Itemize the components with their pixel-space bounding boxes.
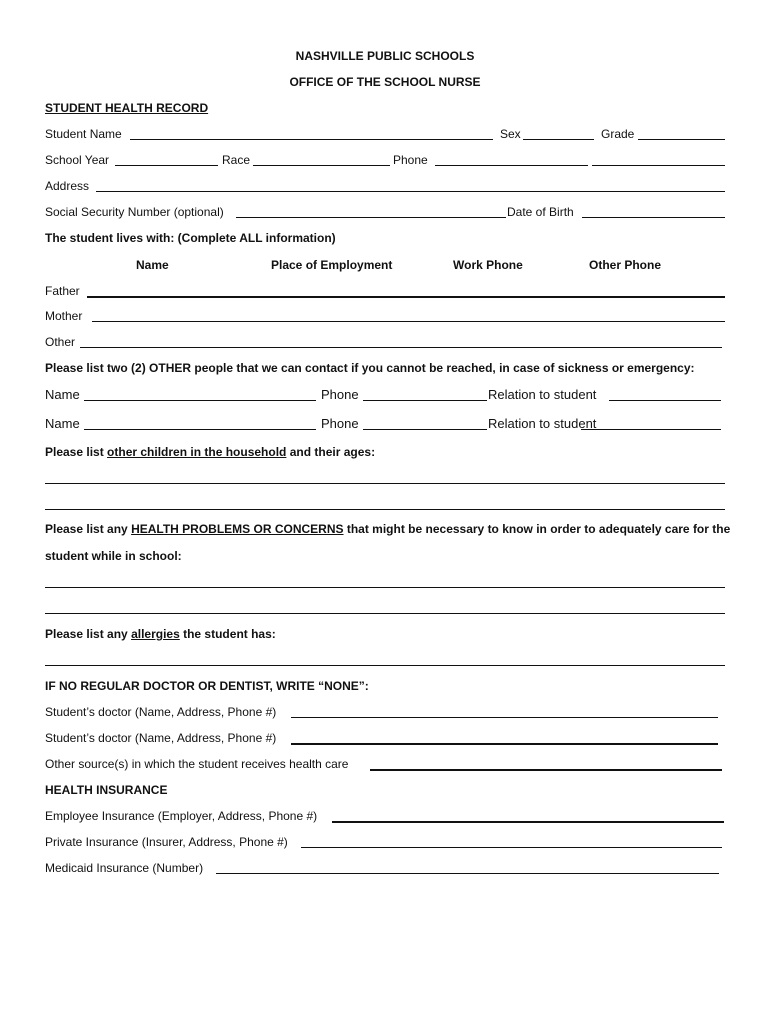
allergies-suffix: the student has:: [179, 627, 276, 641]
employee-insurance-field[interactable]: [332, 821, 724, 823]
health-line-2[interactable]: [45, 613, 725, 614]
employee-insurance-label: Employee Insurance (Employer, Address, Phone #): [45, 809, 318, 823]
dob-field[interactable]: [582, 217, 725, 218]
allergies-heading: [45, 627, 276, 641]
col-name: Name: [136, 258, 169, 272]
doctor1-field[interactable]: [291, 717, 718, 718]
school-year-field[interactable]: [115, 165, 218, 166]
student-name-label: Student Name: [45, 127, 122, 141]
health-underlined: HEALTH PROBLEMS OR CONCERNS: [131, 522, 344, 536]
allergies-line[interactable]: [45, 665, 725, 666]
allergies-underlined: allergies: [131, 627, 180, 641]
health-suffix: that might be necessary to know in order to adequately care for the: [343, 522, 731, 536]
children-prefix: Please list: [45, 445, 108, 459]
contact2-name-label: Name: [45, 416, 80, 431]
other-source-label: Other source(s) in which the student receives health care: [45, 757, 349, 771]
sex-field[interactable]: [523, 139, 594, 140]
children-suffix: and their ages:: [286, 445, 376, 459]
insurance-heading: HEALTH INSURANCE: [45, 783, 168, 797]
children-line-1[interactable]: [45, 483, 725, 484]
private-insurance-label: Private Insurance (Insurer, Address, Phone #): [45, 835, 288, 849]
other-label: Other: [45, 335, 76, 349]
contacts-heading: Please list two (2) OTHER people that we can contact if you cannot be reached, in case of sickness or emergency:: [45, 361, 695, 375]
col-employment: Place of Employment: [271, 258, 393, 272]
private-insurance-field[interactable]: [301, 847, 722, 848]
mother-field[interactable]: [92, 321, 725, 322]
contact2-phone-label: Phone: [321, 416, 359, 431]
grade-label: Grade: [601, 127, 635, 141]
doctor1-label: Student’s doctor (Name, Address, Phone #): [45, 705, 277, 719]
health-heading: [45, 522, 730, 536]
doctor-heading: IF NO REGULAR DOCTOR OR DENTIST, WRITE “NONE”:: [45, 679, 369, 693]
contact1-relation-label: Relation to student: [488, 387, 597, 402]
grade-field[interactable]: [638, 139, 725, 140]
health-heading-line2: student while in school:: [45, 549, 182, 563]
children-heading: [45, 445, 375, 459]
section-title: STUDENT HEALTH RECORD: [45, 101, 209, 115]
other-source-field[interactable]: [370, 769, 722, 771]
medicaid-label: Medicaid Insurance (Number): [45, 861, 204, 875]
contact2-phone-field[interactable]: [363, 429, 487, 430]
children-underlined: other children in the household: [107, 445, 287, 459]
school-year-label: School Year: [45, 153, 110, 167]
col-other-phone: Other Phone: [589, 258, 662, 272]
student-name-field[interactable]: [130, 139, 493, 140]
org-title: NASHVILLE PUBLIC SCHOOLS: [295, 49, 475, 63]
race-label: Race: [222, 153, 251, 167]
contact1-phone-label: Phone: [321, 387, 359, 402]
contact1-phone-field[interactable]: [363, 400, 487, 401]
health-line-1[interactable]: [45, 587, 725, 588]
ssn-label: Social Security Number (optional): [45, 205, 224, 219]
col-work-phone: Work Phone: [453, 258, 523, 272]
sex-label: Sex: [500, 127, 521, 141]
medicaid-field[interactable]: [216, 873, 719, 874]
address-field[interactable]: [96, 191, 725, 192]
doctor2-field[interactable]: [291, 743, 718, 745]
ssn-field[interactable]: [236, 217, 506, 218]
race-field[interactable]: [253, 165, 390, 166]
other-field[interactable]: [80, 347, 722, 348]
mother-label: Mother: [45, 309, 83, 323]
phone-label: Phone: [393, 153, 428, 167]
contact1-name-label: Name: [45, 387, 80, 402]
phone-field-1[interactable]: [435, 165, 588, 166]
contact2-relation-field[interactable]: [581, 429, 721, 430]
allergies-prefix: Please list any: [45, 627, 132, 641]
address-label: Address: [45, 179, 90, 193]
contact1-relation-field[interactable]: [609, 400, 721, 401]
contact2-name-field[interactable]: [84, 429, 316, 430]
father-label: Father: [45, 284, 80, 298]
doctor2-label: Student’s doctor (Name, Address, Phone #): [45, 731, 277, 745]
lives-with-heading: The student lives with: (Complete ALL information): [45, 231, 336, 245]
phone-field-2[interactable]: [592, 165, 725, 166]
office-title: OFFICE OF THE SCHOOL NURSE: [289, 75, 481, 89]
children-line-2[interactable]: [45, 509, 725, 510]
dob-label: Date of Birth: [507, 205, 574, 219]
contact1-name-field[interactable]: [84, 400, 316, 401]
health-prefix: Please list any: [45, 522, 132, 536]
contact2-relation-label: Relation to student: [488, 416, 597, 431]
father-field[interactable]: [87, 296, 725, 298]
